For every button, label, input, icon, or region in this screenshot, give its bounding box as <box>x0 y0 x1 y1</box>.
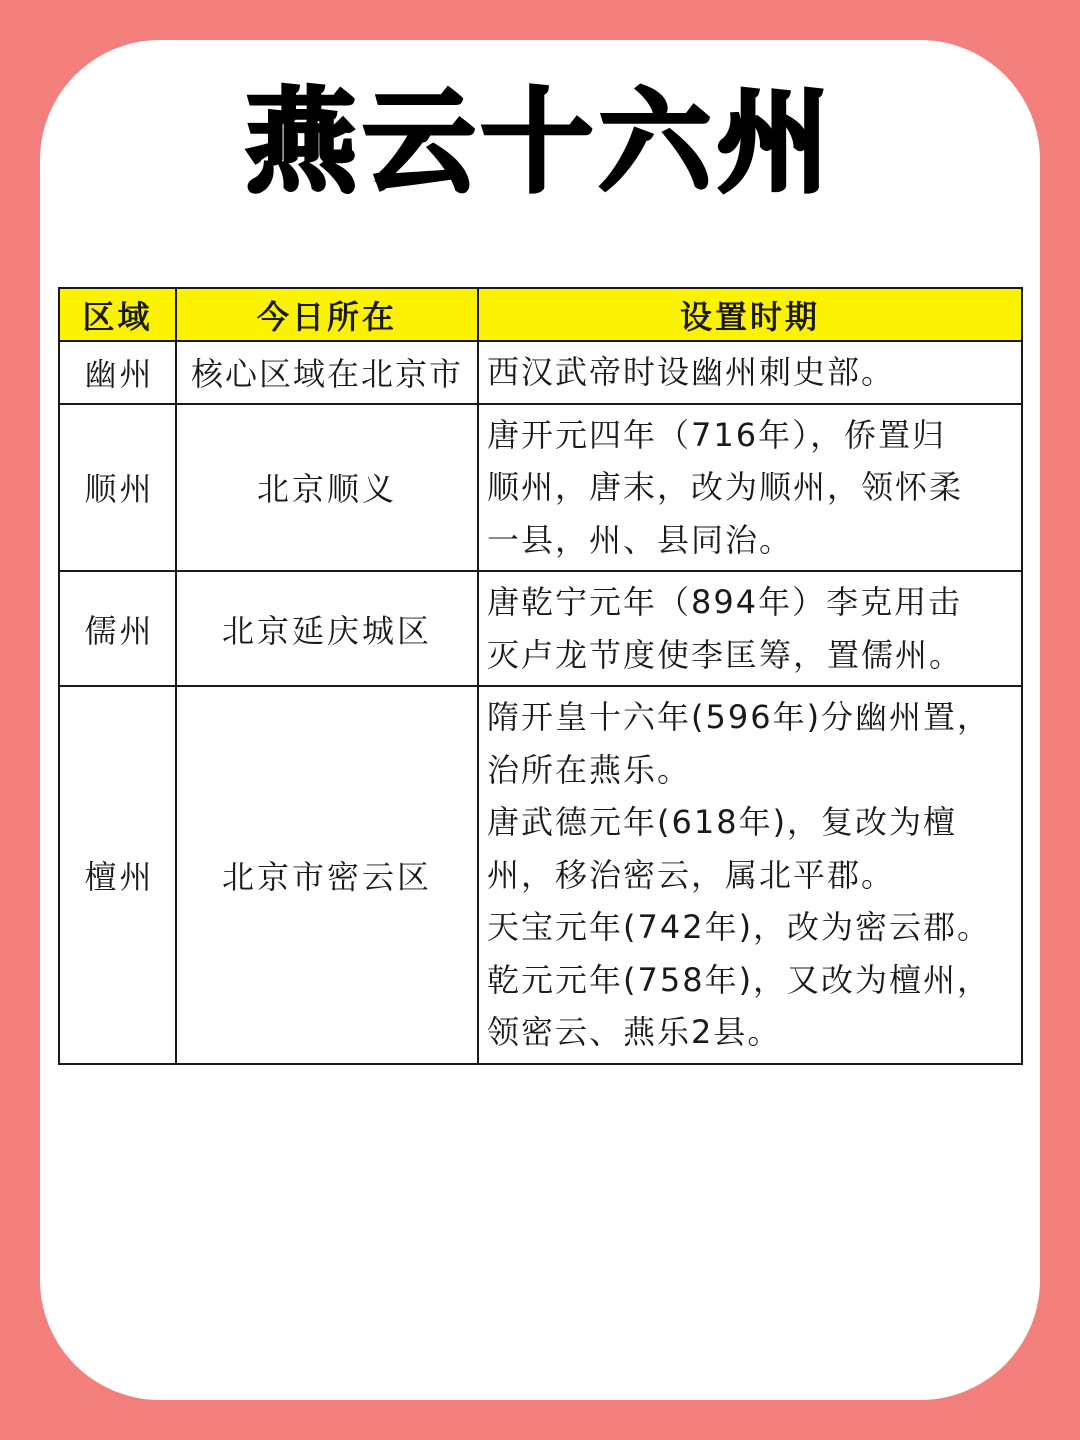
header-region: 区域 <box>59 288 176 341</box>
location-cell: 北京延庆城区 <box>176 571 478 686</box>
period-line: 乾元元年(758年)，又改为檀州， <box>487 960 992 999</box>
header-period: 设置时期 <box>478 288 1022 341</box>
location-cell: 核心区域在北京市 <box>176 341 478 404</box>
period-line: 天宝元年(742年)，改为密云郡。 <box>487 908 992 946</box>
region-cell: 檀州 <box>59 686 176 1064</box>
region-cell: 儒州 <box>59 571 176 686</box>
period-line: 一县，州、县同治。 <box>487 520 794 559</box>
period-cell <box>478 686 1022 1064</box>
page-title: 燕云十六州 <box>245 78 835 208</box>
period-line: 隋开皇十六年(596年)分幽州置， <box>487 698 992 736</box>
period-line: 顺州，唐末，改为顺州，领怀柔 <box>487 468 964 506</box>
header-location: 今日所在 <box>176 288 478 341</box>
period-line: 唐乾宁元年（894年）李克用击 <box>487 583 963 621</box>
region-cell: 幽州 <box>59 341 176 404</box>
table-row <box>59 404 1022 572</box>
period-line: 治所在燕乐。 <box>487 750 692 789</box>
region-cell: 顺州 <box>59 404 176 572</box>
table-row <box>59 341 1022 404</box>
period-line: 州，移治密云，属北平郡。 <box>487 855 896 894</box>
period-cell <box>478 571 1022 686</box>
period-line: 唐武德元年(618年)，复改为檀 <box>487 803 958 841</box>
prefecture-table <box>58 287 1023 1065</box>
table-row <box>59 571 1022 686</box>
table-header-row <box>59 288 1022 341</box>
period-line: 唐开元四年（716年），侨置归 <box>487 415 947 454</box>
location-cell: 北京顺义 <box>176 404 478 572</box>
period-cell <box>478 404 1022 572</box>
location-cell: 北京市密云区 <box>176 686 478 1064</box>
period-cell <box>478 341 1022 404</box>
table-row <box>59 686 1022 1064</box>
period-line: 西汉武帝时设幽州刺史部。 <box>487 353 896 391</box>
period-line: 灭卢龙节度使李匡筹，置儒州。 <box>487 635 964 674</box>
period-line: 领密云、燕乐2县。 <box>487 1013 782 1051</box>
